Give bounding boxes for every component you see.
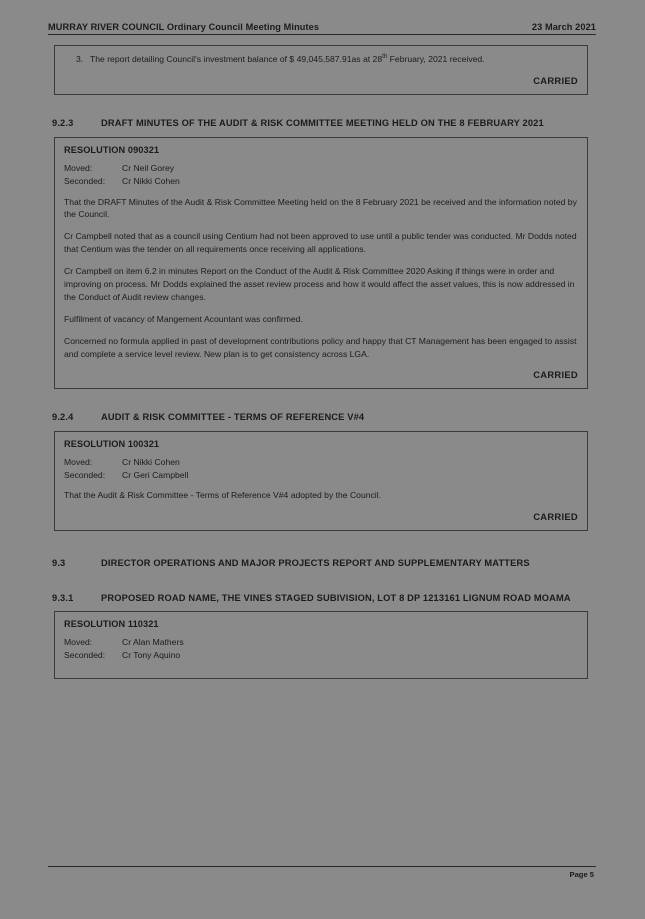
moved-name: Cr Nikki Cohen <box>122 456 180 467</box>
resolution-paragraph: Fulfilment of vacancy of Mangement Acountant was confirmed. <box>64 313 303 324</box>
section-title: DRAFT MINUTES OF THE AUDIT & RISK COMMITTEE MEETING HELD ON THE 8 FEBRUARY 2021 <box>101 118 544 129</box>
seconded-name: Cr Tony Aquino <box>122 649 181 660</box>
resolution-paragraph: That the DRAFT Minutes of the Audit & Risk Committee Meeting held on the 8 February 2021 be received and the information noted by the Council. <box>64 196 577 220</box>
page-content <box>48 22 596 683</box>
section-title: DIRECTOR OPERATIONS AND MAJOR PROJECTS REPORT AND SUPPLEMENTARY MATTERS <box>101 558 530 569</box>
carried-label: CARRIED <box>533 511 578 523</box>
header-title: MURRAY RIVER COUNCIL Ordinary Council Meeting Minutes <box>48 22 320 32</box>
moved-label: Moved: <box>64 162 93 173</box>
section-number: 9.2.3 <box>52 118 74 129</box>
seconded-label: Seconded: <box>64 649 106 660</box>
resolution-paragraph: Cr Campbell noted that as a council using Centium had not been approved to use until a public tender was conducted. Mr Dodds noted that Centium was the tender on all requirements once receiving all applications. <box>64 231 577 255</box>
resolution-box-090321 <box>54 137 588 390</box>
seconded-label: Seconded: <box>64 175 106 186</box>
mover-block <box>64 456 578 482</box>
resolution-paragraph: Cr Campbell on item 6.2 in minutes Report on the Conduct of the Audit & Risk Committee 2020 Asking if things were in order and improving on process. Mr Dodds explained the asset review process and how it would affect the asset values, this is now addressed in the Conduct of Audit review changes. <box>64 266 575 302</box>
item-text-ordinal: th <box>382 53 388 61</box>
section-heading-924 <box>48 411 596 423</box>
section-number: 9.2.4 <box>52 412 74 423</box>
resolution-paragraph: That the Audit & Risk Committee - Terms of Reference V#4 adopted by the Council. <box>64 490 382 501</box>
item-text-part1: The report detailing Council's investment balance of $ 49,045,587.91as at 28 <box>90 54 383 64</box>
moved-name: Cr Alan Mathers <box>122 636 184 647</box>
seconded-label: Seconded: <box>64 469 106 480</box>
resolution-title: RESOLUTION 110321 <box>64 618 159 629</box>
resolution-paragraph: Concerned no formula applied in past of development contributions policy and happy that CT Management has been engaged to assist and complete a service level review. New plan is to get consistency across LGA. <box>64 335 577 359</box>
resolution-title: RESOLUTION 100321 <box>64 438 160 449</box>
footer-rule <box>48 866 596 867</box>
item-text <box>90 53 578 65</box>
numbered-item <box>64 53 578 65</box>
section-heading-93 <box>48 557 596 569</box>
carried-label: CARRIED <box>533 75 578 87</box>
section-heading-931 <box>48 592 596 604</box>
mover-block <box>64 162 578 188</box>
carried-label: CARRIED <box>533 369 578 381</box>
resolution-box-110321 <box>54 611 588 679</box>
section-number: 9.3.1 <box>52 592 74 603</box>
section-number: 9.3 <box>52 558 66 569</box>
section-heading-923 <box>48 117 596 129</box>
moved-label: Moved: <box>64 456 93 467</box>
mover-block <box>64 636 578 662</box>
item-number: 3. <box>76 54 84 64</box>
section-title: PROPOSED ROAD NAME, THE VINES STAGED SUBIVISION, LOT 8 DP 1213161 LIGNUM ROAD MOAMA <box>101 592 571 603</box>
document-footer <box>48 866 596 879</box>
moved-label: Moved: <box>64 636 93 647</box>
page-number: Page 5 <box>569 870 594 879</box>
header-date: 23 March 2021 <box>531 22 596 32</box>
document-header <box>48 22 596 35</box>
resolution-box-100321 <box>54 431 588 532</box>
seconded-name: Cr Nikki Cohen <box>122 175 180 186</box>
moved-name: Cr Neil Gorey <box>122 162 175 173</box>
section-title: AUDIT & RISK COMMITTEE - TERMS OF REFERENCE V#4 <box>101 412 365 423</box>
item-text-part2: February, 2021 received. <box>387 54 485 64</box>
resolution-box-investment <box>54 45 588 95</box>
resolution-title: RESOLUTION 090321 <box>64 144 160 155</box>
seconded-name: Cr Geri Campbell <box>122 469 189 480</box>
